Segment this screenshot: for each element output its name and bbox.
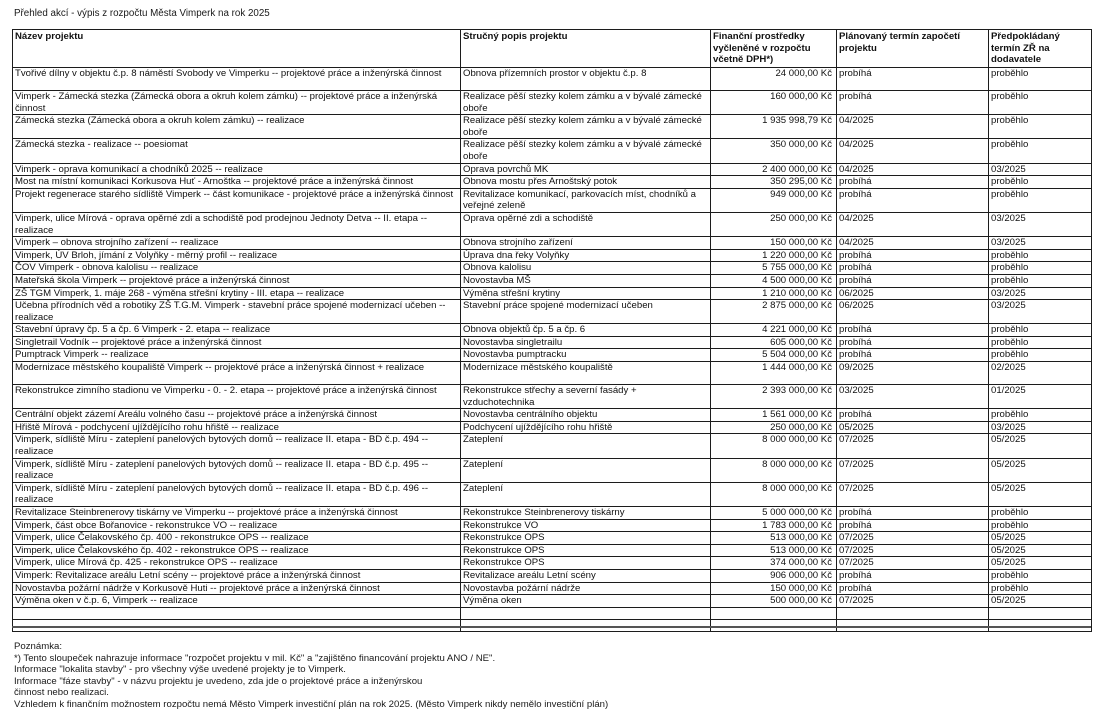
table-row	[13, 349, 1092, 362]
cell-planned-start: 03/2025	[837, 385, 989, 409]
cell-funds: 2 393 000,00 Kč	[711, 385, 837, 409]
budget-table	[12, 29, 1092, 632]
cell-project-name: Novostavba požární nádrže v Korkusově Huti -- projektové práce a inženýrská činnost	[13, 582, 461, 595]
cell-project-name: Vimperk, ulice Mírová - oprava opěrné zdi a schodiště pod prodejnou Jednoty Detva -- II. etapa -- realizace	[13, 212, 461, 236]
cell-planned-start: probíhá	[837, 274, 989, 287]
cell-project-description: Zateplení	[461, 458, 711, 482]
cell-project-description: Novostavba požární nádrže	[461, 582, 711, 595]
cell-project-name: Stavební úpravy čp. 5 a čp. 6 Vimperk - 2. etapa -- realizace	[13, 324, 461, 337]
cell-project-name: Revitalizace Steinbrenerovy tiskárny ve Vimperku -- projektové práce a inženýrská činnost	[13, 507, 461, 520]
table-row	[13, 557, 1092, 570]
cell-project-name: Pumptrack Vimperk -- realizace	[13, 349, 461, 362]
cell-funds: 5 504 000,00 Kč	[711, 349, 837, 362]
table-row	[13, 519, 1092, 532]
table-row	[13, 362, 1092, 385]
cell-funds: 374 000,00 Kč	[711, 557, 837, 570]
cell-project-name: Vimperk – obnova strojního zařízení -- realizace	[13, 237, 461, 250]
cell-planned-start: 07/2025	[837, 544, 989, 557]
table-row	[13, 421, 1092, 434]
cell-project-name: Centrální objekt zázemí Areálu volného času -- projektové práce a inženýrská činnost	[13, 409, 461, 422]
empty-cell	[13, 607, 461, 619]
cell-tender-date: 03/2025	[989, 163, 1092, 176]
cell-tender-date: 05/2025	[989, 434, 1092, 458]
cell-funds: 1 561 000,00 Kč	[711, 409, 837, 422]
cell-planned-start: probíhá	[837, 68, 989, 91]
cell-funds: 1 783 000,00 Kč	[711, 519, 837, 532]
cell-project-description: Rekonstrukce VO	[461, 519, 711, 532]
table-row	[13, 237, 1092, 250]
document-title: Přehled akcí - výpis z rozpočtu Města Vimperk na rok 2025	[14, 8, 270, 19]
header-funds: Finanční prostředky vyčleněné v rozpočtu včetně DPH*)	[711, 30, 837, 68]
cell-project-name: Vimperk - Zámecká stezka (Zámecká obora a okruh kolem zámku) -- projektové práce a inženýrská činnost	[13, 91, 461, 115]
cell-project-description: Oprava povrchů MK	[461, 163, 711, 176]
cell-project-description: Novostavba pumptracku	[461, 349, 711, 362]
table-row	[13, 91, 1092, 115]
table-row	[13, 249, 1092, 262]
table-row	[13, 595, 1092, 608]
cell-project-name: Vimperk, část obce Bořanovice - rekonstrukce VO -- realizace	[13, 519, 461, 532]
cell-project-description: Výměna oken	[461, 595, 711, 608]
table-row	[13, 176, 1092, 189]
cell-planned-start: probíhá	[837, 569, 989, 582]
cell-tender-date: proběhlo	[989, 324, 1092, 337]
cell-planned-start: probíhá	[837, 582, 989, 595]
cell-funds: 350 295,00 Kč	[711, 176, 837, 189]
cell-funds: 150 000,00 Kč	[711, 237, 837, 250]
cell-planned-start: 04/2025	[837, 237, 989, 250]
cell-project-description: Rekonstrukce OPS	[461, 557, 711, 570]
cell-tender-date: proběhlo	[989, 507, 1092, 520]
cell-project-name: Zámecká stezka - realizace -- poesiomat	[13, 139, 461, 163]
cell-tender-date: 05/2025	[989, 532, 1092, 545]
table-row	[13, 409, 1092, 422]
cell-planned-start: probíhá	[837, 249, 989, 262]
table-row	[13, 139, 1092, 163]
cell-project-name: Vimperk, ÚV Brloh, jímání z Volyňky - měrný profil -- realizace	[13, 249, 461, 262]
cell-project-name: ČOV Vimperk - obnova kalolisu -- realizace	[13, 262, 461, 275]
cell-funds: 24 000,00 Kč	[711, 68, 837, 91]
cell-tender-date: 03/2025	[989, 287, 1092, 300]
cell-funds: 500 000,00 Kč	[711, 595, 837, 608]
table-row	[13, 434, 1092, 458]
empty-cell	[837, 607, 989, 619]
cell-funds: 4 221 000,00 Kč	[711, 324, 837, 337]
cell-project-description: Novostavba singletrailu	[461, 336, 711, 349]
note-line: Informace "fáze stavby" - v názvu projektu je uvedeno, zda jde o projektové práce a inženýrskou	[14, 675, 423, 687]
table-row	[13, 262, 1092, 275]
cell-project-description: Obnova kalolisu	[461, 262, 711, 275]
table-row	[13, 287, 1092, 300]
cell-project-description: Revitalizace komunikací, parkovacích míst, chodníků a veřejné zeleně	[461, 188, 711, 212]
cell-planned-start: probíhá	[837, 507, 989, 520]
header-project-description: Stručný popis projektu	[461, 30, 711, 68]
cell-planned-start: 06/2025	[837, 287, 989, 300]
empty-cell	[989, 607, 1092, 619]
table-row	[13, 188, 1092, 212]
table-row	[13, 68, 1092, 91]
notes-section	[14, 641, 608, 711]
cell-tender-date: proběhlo	[989, 519, 1092, 532]
note-line: Vzhledem k finančním možnostem rozpočtu nemá Město Vimperk investiční plán na rok 2025. (Město Vimperk nikdy nemělo investiční plán)	[14, 698, 609, 710]
table-header-row	[13, 30, 1092, 68]
cell-funds: 513 000,00 Kč	[711, 532, 837, 545]
cell-planned-start: 04/2025	[837, 115, 989, 139]
table-row	[13, 569, 1092, 582]
table-row	[13, 274, 1092, 287]
cell-funds: 8 000 000,00 Kč	[711, 434, 837, 458]
cell-project-name: Rekonstrukce zimního stadionu ve Vimperku - 0. - 2. etapa -- projektové práce a inženýrská činnost	[13, 385, 461, 409]
cell-project-name: Projekt regenerace starého sídliště Vimperk -- část komunikace - projektové práce a inženýrská činnost	[13, 188, 461, 212]
cell-funds: 1 210 000,00 Kč	[711, 287, 837, 300]
table-body	[13, 68, 1092, 632]
cell-project-name: Mateřská škola Vimperk -- projektové práce a inženýrská činnost	[13, 274, 461, 287]
cell-tender-date: 05/2025	[989, 458, 1092, 482]
cell-project-description: Rekonstrukce střechy a severní fasády + vzduchotechnika	[461, 385, 711, 409]
cell-funds: 513 000,00 Kč	[711, 544, 837, 557]
cell-funds: 1 444 000,00 Kč	[711, 362, 837, 385]
empty-cell	[711, 607, 837, 619]
table-row	[13, 532, 1092, 545]
note-line: činnost nebo realizaci.	[14, 687, 109, 699]
cell-project-description: Realizace pěší stezky kolem zámku a v bývalé zámecké oboře	[461, 91, 711, 115]
cell-project-description: Oprava opěrné zdi a schodiště	[461, 212, 711, 236]
cell-project-name: Vimperk, sídliště Míru - zateplení panelových bytových domů -- realizace II. etapa - BD č.p. 495 -- realizace	[13, 458, 461, 482]
cell-tender-date: 03/2025	[989, 300, 1092, 324]
cell-planned-start: 07/2025	[837, 482, 989, 506]
separator-line	[12, 626, 1091, 628]
cell-project-name: Most na místní komunikaci Korkusova Huť - Arnoštka -- projektové práce a inženýrská činnost	[13, 176, 461, 189]
cell-project-name: Vimperk - oprava komunikací a chodníků 2025 -- realizace	[13, 163, 461, 176]
cell-project-description: Realizace pěší stezky kolem zámku a v bývalé zámecké oboře	[461, 115, 711, 139]
cell-planned-start: 06/2025	[837, 300, 989, 324]
cell-planned-start: probíhá	[837, 188, 989, 212]
cell-tender-date: proběhlo	[989, 249, 1092, 262]
cell-project-description: Podchycení ujíždějícího rohu hřiště	[461, 421, 711, 434]
cell-funds: 250 000,00 Kč	[711, 212, 837, 236]
cell-project-name: Vimperk, ulice Čelakovského čp. 402 - rekonstrukce OPS -- realizace	[13, 544, 461, 557]
cell-funds: 605 000,00 Kč	[711, 336, 837, 349]
cell-project-description: Novostavba MŠ	[461, 274, 711, 287]
table-row	[13, 115, 1092, 139]
cell-funds: 5 755 000,00 Kč	[711, 262, 837, 275]
notes-heading: Poznámka:	[14, 641, 62, 652]
cell-planned-start: probíhá	[837, 91, 989, 115]
cell-project-description: Rekonstrukce Steinbrenerovy tiskárny	[461, 507, 711, 520]
cell-project-name: Zámecká stezka (Zámecká obora a okruh kolem zámku) -- realizace	[13, 115, 461, 139]
table-row	[13, 212, 1092, 236]
cell-project-description: Rekonstrukce OPS	[461, 544, 711, 557]
cell-project-name: Modernizace městského koupaliště Vimperk -- projektové práce a inženýrská činnost + realizace	[13, 362, 461, 385]
cell-project-name: Tvořivé dílny v objektu č.p. 8 náměstí Svobody ve Vimperku -- projektové práce a inženýrská činnost	[13, 68, 461, 91]
cell-tender-date: proběhlo	[989, 336, 1092, 349]
header-tender-date: Předpokládaný termín ZŘ na dodavatele	[989, 30, 1092, 68]
cell-funds: 2 400 000,00 Kč	[711, 163, 837, 176]
cell-funds: 150 000,00 Kč	[711, 582, 837, 595]
cell-project-description: Modernizace městského koupaliště	[461, 362, 711, 385]
cell-tender-date: 05/2025	[989, 557, 1092, 570]
cell-project-description: Zateplení	[461, 482, 711, 506]
table-row	[13, 163, 1092, 176]
header-planned-start: Plánovaný termín započetí projektu	[837, 30, 989, 68]
cell-funds: 4 500 000,00 Kč	[711, 274, 837, 287]
cell-planned-start: probíhá	[837, 409, 989, 422]
cell-tender-date: 03/2025	[989, 421, 1092, 434]
cell-project-description: Úprava dna řeky Volyňky	[461, 249, 711, 262]
cell-project-name: Učebna přírodních věd a robotiky ZŠ T.G.M. Vimperk - stavební práce spojené modernizací učeben -- realizace	[13, 300, 461, 324]
cell-planned-start: probíhá	[837, 519, 989, 532]
cell-funds: 1 935 998,79 Kč	[711, 115, 837, 139]
cell-tender-date: 05/2025	[989, 482, 1092, 506]
cell-funds: 160 000,00 Kč	[711, 91, 837, 115]
cell-project-description: Realizace pěší stezky kolem zámku a v bývalé zámecké oboře	[461, 139, 711, 163]
cell-tender-date: proběhlo	[989, 68, 1092, 91]
cell-planned-start: 04/2025	[837, 139, 989, 163]
cell-planned-start: 04/2025	[837, 163, 989, 176]
note-line: *) Tento sloupeček nahrazuje informace "rozpočet projektu v mil. Kč" a "zajištěno financování projektu ANO / NE".	[14, 652, 496, 664]
cell-funds: 2 875 000,00 Kč	[711, 300, 837, 324]
cell-planned-start: probíhá	[837, 262, 989, 275]
cell-tender-date: 03/2025	[989, 212, 1092, 236]
cell-tender-date: proběhlo	[989, 274, 1092, 287]
cell-tender-date: proběhlo	[989, 91, 1092, 115]
cell-planned-start: probíhá	[837, 324, 989, 337]
cell-project-description: Obnova přízemních prostor v objektu č.p. 8	[461, 68, 711, 91]
cell-planned-start: probíhá	[837, 336, 989, 349]
table-row	[13, 336, 1092, 349]
cell-project-name: Vimperk, ulice Mírová čp. 425 - rekonstrukce OPS -- realizace	[13, 557, 461, 570]
cell-project-name: ZŠ TGM Vimperk, 1. máje 268 - výměna střešní krytiny - III. etapa -- realizace	[13, 287, 461, 300]
cell-funds: 350 000,00 Kč	[711, 139, 837, 163]
cell-planned-start: 07/2025	[837, 458, 989, 482]
cell-planned-start: 09/2025	[837, 362, 989, 385]
cell-funds: 8 000 000,00 Kč	[711, 482, 837, 506]
cell-tender-date: proběhlo	[989, 409, 1092, 422]
cell-funds: 8 000 000,00 Kč	[711, 458, 837, 482]
cell-project-description: Novostavba centrálního objektu	[461, 409, 711, 422]
cell-tender-date: proběhlo	[989, 569, 1092, 582]
table-row	[13, 324, 1092, 337]
cell-funds: 1 220 000,00 Kč	[711, 249, 837, 262]
cell-project-name: Vimperk, sídliště Míru - zateplení panelových bytových domů -- realizace II. etapa - BD č.p. 494 -- realizace	[13, 434, 461, 458]
cell-project-name: Singletrail Vodník -- projektové práce a inženýrská činnost	[13, 336, 461, 349]
cell-project-name: Hřiště Mírová - podchycení ujíždějícího rohu hřiště -- realizace	[13, 421, 461, 434]
cell-tender-date: proběhlo	[989, 349, 1092, 362]
header-project-name: Název projektu	[13, 30, 461, 68]
cell-funds: 906 000,00 Kč	[711, 569, 837, 582]
cell-project-name: Vimperk, sídliště Míru - zateplení panelových bytových domů -- realizace II. etapa - BD č.p. 496 -- realizace	[13, 482, 461, 506]
cell-project-name: Vimperk: Revitalizace areálu Letní scény -- projektové práce a inženýrská činnost	[13, 569, 461, 582]
cell-tender-date: proběhlo	[989, 115, 1092, 139]
cell-project-description: Revitalizace areálu Letní scény	[461, 569, 711, 582]
table-row	[13, 458, 1092, 482]
cell-funds: 949 000,00 Kč	[711, 188, 837, 212]
cell-project-description: Obnova objektů čp. 5 a čp. 6	[461, 324, 711, 337]
cell-planned-start: 07/2025	[837, 532, 989, 545]
cell-tender-date: proběhlo	[989, 139, 1092, 163]
cell-tender-date: proběhlo	[989, 176, 1092, 189]
cell-tender-date: 03/2025	[989, 237, 1092, 250]
cell-planned-start: 07/2025	[837, 557, 989, 570]
cell-project-name: Vimperk, ulice Čelakovského čp. 400 - rekonstrukce OPS -- realizace	[13, 532, 461, 545]
cell-tender-date: 01/2025	[989, 385, 1092, 409]
cell-project-description: Stavební práce spojené modernizací učeben	[461, 300, 711, 324]
cell-project-description: Rekonstrukce OPS	[461, 532, 711, 545]
cell-project-description: Výměna střešní krytiny	[461, 287, 711, 300]
cell-funds: 5 000 000,00 Kč	[711, 507, 837, 520]
cell-project-description: Zateplení	[461, 434, 711, 458]
cell-project-name: Výměna oken v č.p. 6, Vimperk -- realizace	[13, 595, 461, 608]
cell-planned-start: 07/2025	[837, 434, 989, 458]
cell-tender-date: proběhlo	[989, 188, 1092, 212]
empty-cell	[461, 607, 711, 619]
cell-project-description: Obnova strojního zařízení	[461, 237, 711, 250]
table-row	[13, 300, 1092, 324]
cell-planned-start: probíhá	[837, 176, 989, 189]
table-row	[13, 482, 1092, 506]
cell-tender-date: 02/2025	[989, 362, 1092, 385]
cell-tender-date: 05/2025	[989, 595, 1092, 608]
cell-planned-start: 07/2025	[837, 595, 989, 608]
table-row	[13, 582, 1092, 595]
table-row	[13, 544, 1092, 557]
cell-tender-date: 05/2025	[989, 544, 1092, 557]
cell-planned-start: 05/2025	[837, 421, 989, 434]
table-row	[13, 507, 1092, 520]
note-line: Informace "lokalita stavby" - pro všechny výše uvedené projekty je to Vimperk.	[14, 664, 346, 676]
cell-planned-start: probíhá	[837, 349, 989, 362]
cell-funds: 250 000,00 Kč	[711, 421, 837, 434]
cell-tender-date: proběhlo	[989, 262, 1092, 275]
cell-tender-date: proběhlo	[989, 582, 1092, 595]
cell-project-description: Obnova mostu přes Arnoštský potok	[461, 176, 711, 189]
empty-table-row	[13, 607, 1092, 619]
cell-planned-start: 04/2025	[837, 212, 989, 236]
table-row	[13, 385, 1092, 409]
